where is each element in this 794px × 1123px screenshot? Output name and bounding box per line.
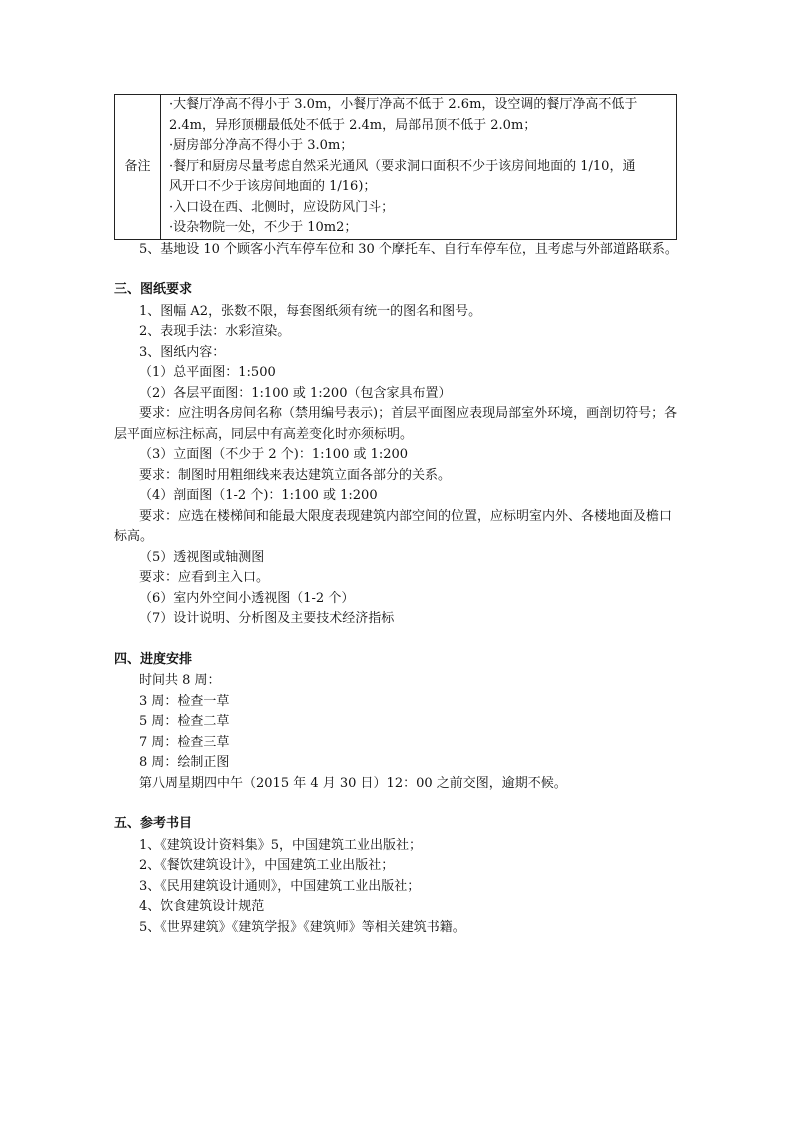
notes-line: ·设杂物院一处，不少于 10m2； — [169, 220, 358, 235]
reference-item: 1、《建筑设计资料集》5，中国建筑工业出版社； — [139, 837, 423, 853]
perspective-requirement: 要求：应看到主入口。 — [139, 570, 270, 585]
notes-line: ·厨房部分净高不得小于 3.0m； — [169, 138, 354, 153]
elevation-requirement: 要求：制图时用粗细线来表达建筑立面各部分的关系。 — [139, 467, 452, 483]
schedule-line: 时间共 8 周： — [139, 673, 221, 688]
schedule-line: 7 周：检查三草 — [139, 734, 230, 750]
drawing-req-line: （1）总平面图：1:500 — [139, 365, 276, 380]
reference-item: 5、《世界建筑》《建筑学报》《建筑师》等相关建筑书籍。 — [139, 919, 466, 935]
notes-table — [114, 94, 677, 240]
notes-line: 2.4m，异形顶棚最低处不低于 2.4m，局部吊顶不低于 2.0m； — [169, 117, 537, 133]
deadline-line: 第八周星期四中午（2015 年 4 月 30 日）12：00 之前交图，逾期不候。 — [139, 775, 567, 791]
document-page — [114, 94, 680, 938]
schedule-line: 8 周：绘制正图 — [139, 755, 230, 770]
notes-line: ·餐厅和厨房尽量考虑自然采光通风（要求洞口面积不少于该房间地面的 1/10，通 — [169, 158, 636, 174]
schedule-line: 5 周：检查二草 — [139, 714, 230, 729]
drawing-req-line: （2）各层平面图：1:100 或 1:200（包含家具布置） — [139, 385, 452, 401]
section-4-title: 四、进度安排 — [114, 651, 193, 667]
notes-line: ·大餐厅净高不得小于 3.0m，小餐厅净高不低于 2.6m，设空调的餐厅净高不低于 — [169, 97, 638, 112]
schedule-line: 3 周：检查一草 — [139, 693, 230, 709]
site-parking-item: 5、基地设 10 个顾客小汽车停车位和 30 个摩托车、自行车停车位，且考虑与外部道路联系。 — [139, 241, 678, 257]
interior-perspective-item: （6）室内外空间小透视图（1-2 个） — [139, 590, 355, 606]
drawing-req-line: 1、图幅 A2，张数不限，每套图纸须有统一的图名和图号。 — [139, 303, 482, 319]
design-notes-item: （7）设计说明、分析图及主要技术经济指标 — [139, 611, 395, 626]
reference-item: 2、《餐饮建筑设计》，中国建筑工业出版社； — [139, 858, 395, 873]
notes-line: 风开口不少于该房间地面的 1/16)； — [169, 179, 377, 194]
reference-item: 3、《民用建筑设计通则》，中国建筑工业出版社； — [139, 878, 421, 894]
notes-content — [161, 95, 677, 240]
drawing-req-line: 2、表现手法：水彩渲染。 — [139, 324, 291, 339]
elevation-item: （3）立面图（不少于 2 个)：1:100 或 1:200 — [139, 447, 409, 462]
perspective-item: （5）透视图或轴测图 — [139, 549, 265, 565]
section-drawing-item: （4）剖面图（1-2 个)：1:100 或 1:200 — [139, 488, 378, 503]
section-5-title: 五、参考书目 — [114, 816, 193, 831]
notes-line: ·入口设在西、北侧时，应设防风门斗； — [169, 199, 395, 215]
reference-item: 4、饮食建筑设计规范 — [139, 899, 265, 914]
drawing-req-line: 3、图纸内容： — [139, 344, 226, 360]
floor-plan-requirement: 要求：应注明各房间名称（禁用编号表示)；首层平面图应表现局部室外环境，画剖切符号；各层平面应标注标高，同层中有高差变化时亦须标明。 — [114, 406, 678, 442]
section-3-title: 三、图纸要求 — [114, 282, 193, 297]
notes-label: 备注 — [115, 95, 161, 240]
section-drawing-requirement: 要求：应选在楼梯间和能最大限度表现建筑内部空间的位置，应标明室内外、各楼地面及檐口标高。 — [114, 508, 673, 544]
